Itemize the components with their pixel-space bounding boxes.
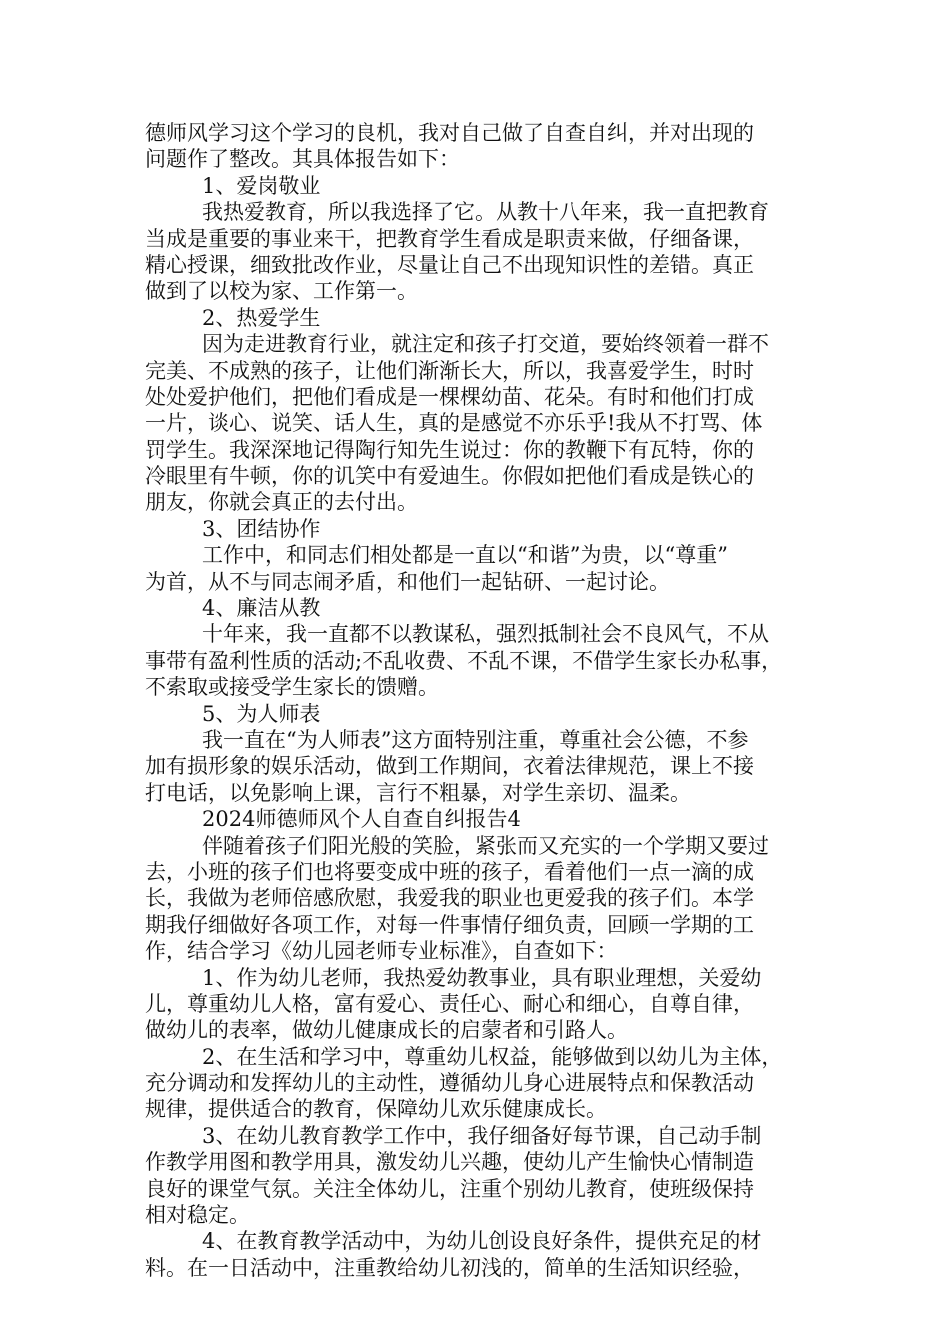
text-line: 1、爱岗敬业: [202, 173, 321, 198]
text-line: 5、为人师表: [202, 701, 321, 726]
text-line: 2、热爱学生: [202, 305, 321, 330]
text-line: 德师风学习这个学习的良机，我对自己做了自查自纠，并对出现的: [145, 121, 754, 145]
text-line: 良好的课堂气氛。关注全体幼儿，注重个别幼儿教育，使班级保持: [145, 1176, 754, 1201]
document-body: [145, 120, 813, 1281]
text-line: 规律，提供适合的教育，保障幼儿欢乐健康成长。: [145, 1097, 607, 1122]
text-line: 罚学生。我深深地记得陶行知先生说过：你的教鞭下有瓦特，你的: [145, 437, 754, 462]
text-line: 精心授课，细致批改作业，尽量让自己不出现知识性的差错。真正: [145, 252, 754, 277]
text-line: 料。在一日活动中，注重教给幼儿初浅的，简单的生活知识经验，: [145, 1255, 754, 1280]
text-line: 处处爱护他们，把他们看成是一棵棵幼苗、花朵。有时和他们打成: [145, 384, 754, 409]
text-line: 当成是重要的事业来干，把教育学生看成是职责来做，仔细备课，: [145, 226, 754, 251]
text-line: 完美、不成熟的孩子，让他们渐渐长大，所以，我喜爱学生，时时: [145, 358, 754, 383]
text-line: 朋友，你就会真正的去付出。: [145, 490, 418, 515]
text-line: 充分调动和发挥幼儿的主动性，遵循幼儿身心进展特点和保教活动: [145, 1071, 754, 1096]
text-line: 2、在生活和学习中，尊重幼儿权益，能够做到以幼儿为主体，: [202, 1044, 783, 1069]
text-line: 事带有盈利性质的活动;不乱收费、不乱不课，不借学生家长办私事，: [145, 648, 783, 673]
text-line: 作，结合学习《幼儿园老师专业标准》，自查如下：: [145, 939, 618, 964]
text-line: 我一直在“为人师表”这方面特别注重，尊重社会公德，不参: [202, 727, 749, 752]
text-line: 期我仔细做好各项工作，对每一件事情仔细负责，回顾一学期的工: [145, 912, 754, 937]
text-line: 长，我做为老师倍感欣慰，我爱我的职业也更爱我的孩子们。本学: [145, 886, 754, 911]
text-line: 伴随着孩子们阳光般的笑脸，紧张而又充实的一个学期又要过: [202, 833, 769, 858]
text-line: 为首，从不与同志闹矛盾，和他们一起钻研、一起讨论。: [145, 569, 670, 594]
text-line: 2024师德师风个人自查自纠报告4: [202, 807, 521, 832]
text-line: 我热爱教育，所以我选择了它。从教十八年来，我一直把教育: [202, 200, 769, 225]
text-line: 做幼儿的表率，做幼儿健康成长的启蒙者和引路人。: [145, 1018, 628, 1043]
text-line: 作教学用图和教学用具，激发幼儿兴趣，使幼儿产生愉快心情制造: [145, 1150, 754, 1175]
text-line: 3、在幼儿教育教学工作中，我仔细备好每节课，自己动手制: [202, 1123, 762, 1148]
text-line: 加有损形象的娱乐活动，做到工作期间，衣着法律规范，课上不接: [145, 754, 754, 779]
text-line: 因为走进教育行业，就注定和孩子打交道，要始终领着一群不: [202, 332, 769, 357]
text-line: 1、作为幼儿老师，我热爱幼教事业，具有职业理想，关爱幼: [202, 965, 762, 990]
text-line: 儿，尊重幼儿人格，富有爱心、责任心、耐心和细心，自尊自律，: [145, 991, 754, 1016]
text-line: 工作中，和同志们相处都是一直以“和谐”为贵，以“尊重”: [202, 543, 728, 568]
text-line: 去，小班的孩子们也将要变成中班的孩子，看着他们一点一滴的成: [145, 859, 754, 884]
text-line: 4、在教育教学活动中，为幼儿创设良好条件，提供充足的材: [202, 1229, 762, 1254]
text-line: 4、廉洁从教: [202, 596, 321, 621]
text-line: 一片，谈心、说笑、话人生，真的是感觉不亦乐乎!我从不打骂、体: [145, 411, 763, 436]
text-line: 十年来，我一直都不以教谋私，强烈抵制社会不良风气，不从: [202, 622, 769, 647]
text-line: 3、团结协作: [202, 516, 321, 541]
text-line: 不索取或接受学生家长的馈赠。: [145, 675, 439, 700]
text-line: 做到了以校为家、工作第一。: [145, 279, 418, 304]
text-line: 冷眼里有牛顿，你的讥笑中有爱迪生。你假如把他们看成是铁心的: [145, 464, 754, 489]
text-line: 问题作了整改。其具体报告如下：: [145, 147, 460, 172]
text-line: 相对稳定。: [145, 1203, 250, 1228]
text-line: 打电话，以免影响上课，言行不粗暴，对学生亲切、温柔。: [145, 780, 691, 805]
